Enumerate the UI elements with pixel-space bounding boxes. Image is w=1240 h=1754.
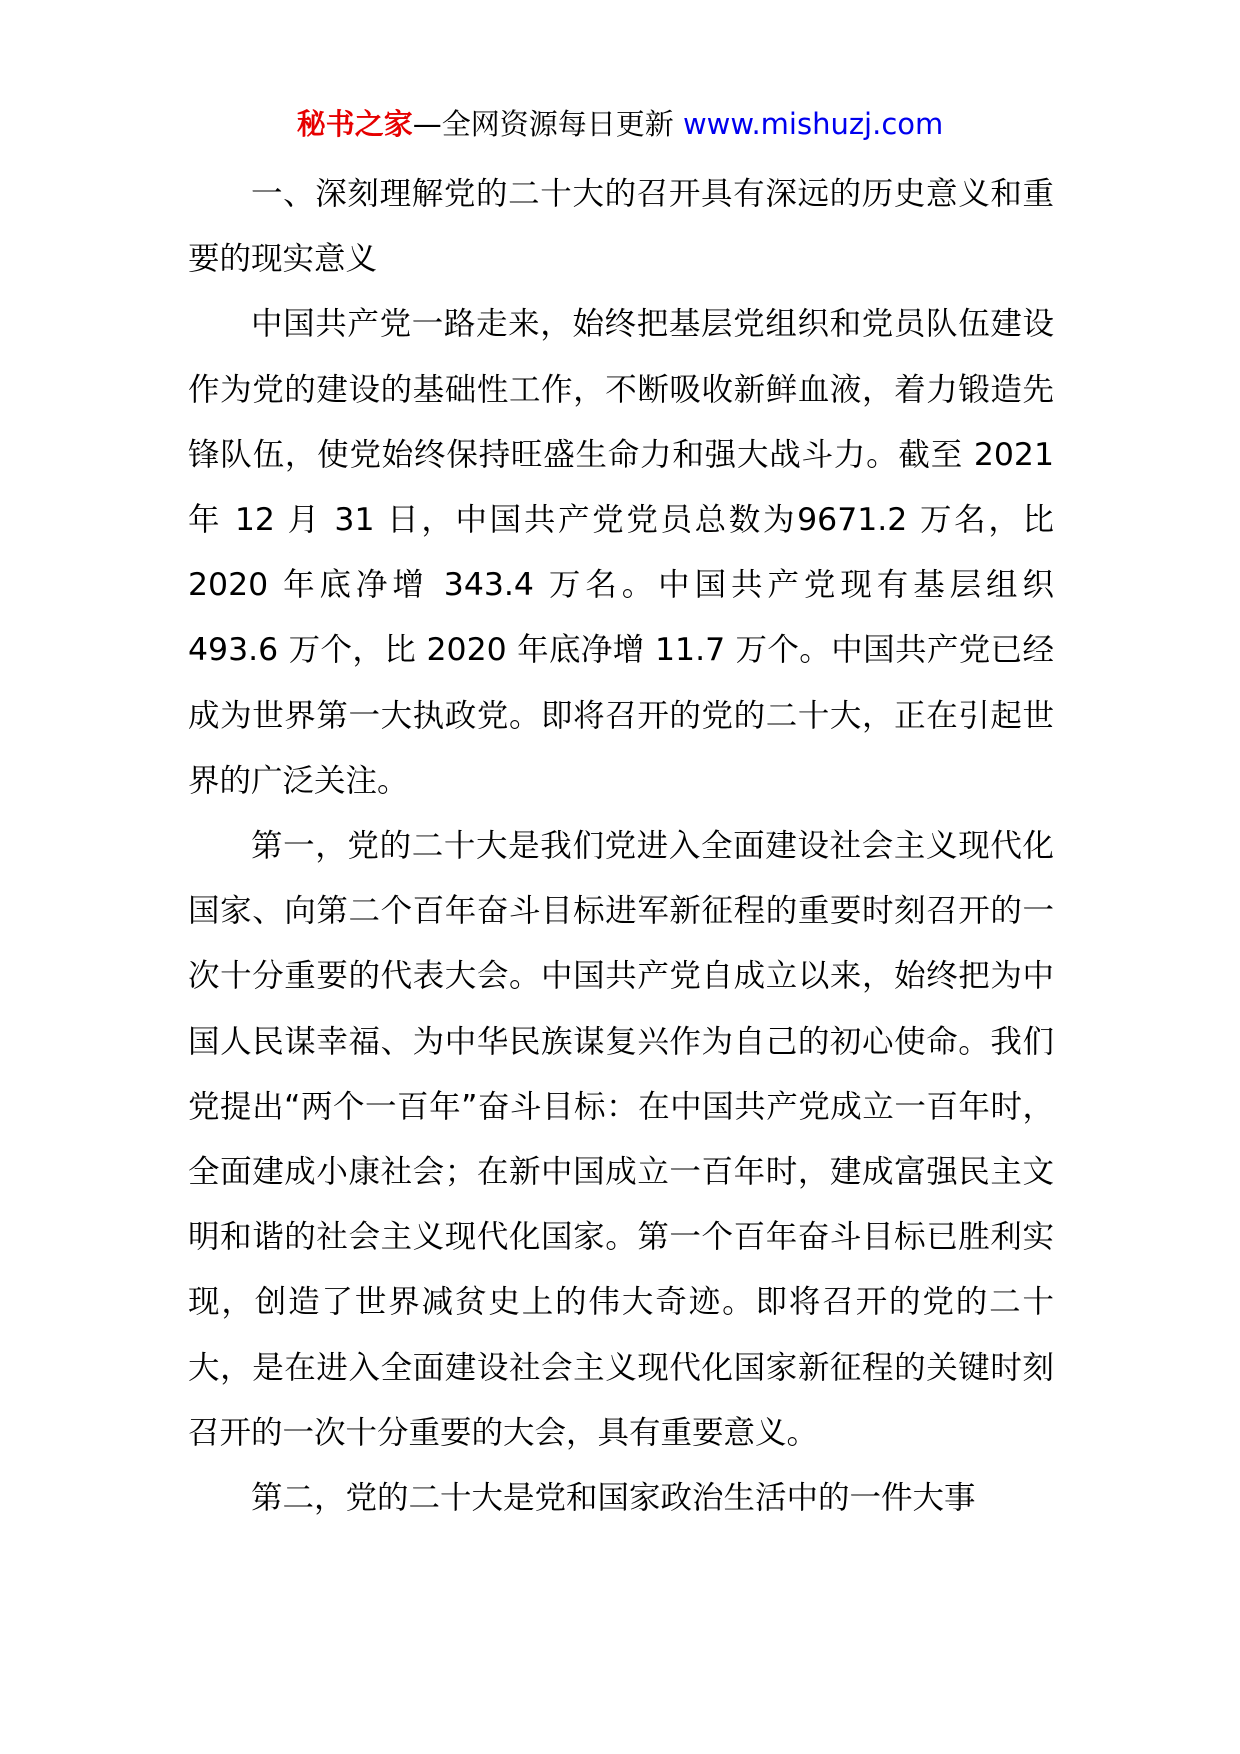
header-tagline: —全网资源每日更新 bbox=[412, 107, 683, 141]
paragraph-second-point: 第二，党的二十大是党和国家政治生活中的一件大事 bbox=[251, 1480, 976, 1517]
document-body bbox=[188, 162, 1054, 1531]
page-header bbox=[0, 100, 1240, 148]
brand-name: 秘书之家 bbox=[296, 107, 413, 141]
section-heading: 一、深刻理解党的二十大的召开具有深远的历史意义和重要的现实意义 bbox=[188, 176, 1054, 278]
paragraph-membership-stats: 中国共产党一路走来，始终把基层党组织和党员队伍建设作为党的建设的基础性工作，不断吸收新鲜血液，着力锻造先锋队伍，使党始终保持旺盛生命力和强大战斗力。截至 2021 年 12 月 31 日，中国共产党党员总数为9671.2 万名，比 2020 年底净增 343.4 万名。中国共产党现有基层组织 493.6 万个，比 2020 年底净增 11.7 万个。中国共产党已经成为世界第一大执政党。即将召开的党的二十大，正在引起世界的广泛关注。 bbox=[188, 306, 1054, 799]
site-link[interactable]: www.mishuzj.com bbox=[682, 107, 944, 141]
paragraph-first-point: 第一，党的二十大是我们党进入全面建设社会主义现代化国家、向第二个百年奋斗目标进军新征程的重要时刻召开的一次十分重要的代表大会。中国共产党自成立以来，始终把为中国人民谋幸福、为中华民族谋复兴作为自己的初心使命。我们党提出“两个一百年”奋斗目标：在中国共产党成立一百年时，全面建成小康社会；在新中国成立一百年时，建成富强民主文明和谐的社会主义现代化国家。第一个百年奋斗目标已胜利实现，创造了世界减贫史上的伟大奇迹。即将召开的党的二十大，是在进入全面建设社会主义现代化国家新征程的关键时刻召开的一次十分重要的大会，具有重要意义。 bbox=[188, 828, 1054, 1451]
